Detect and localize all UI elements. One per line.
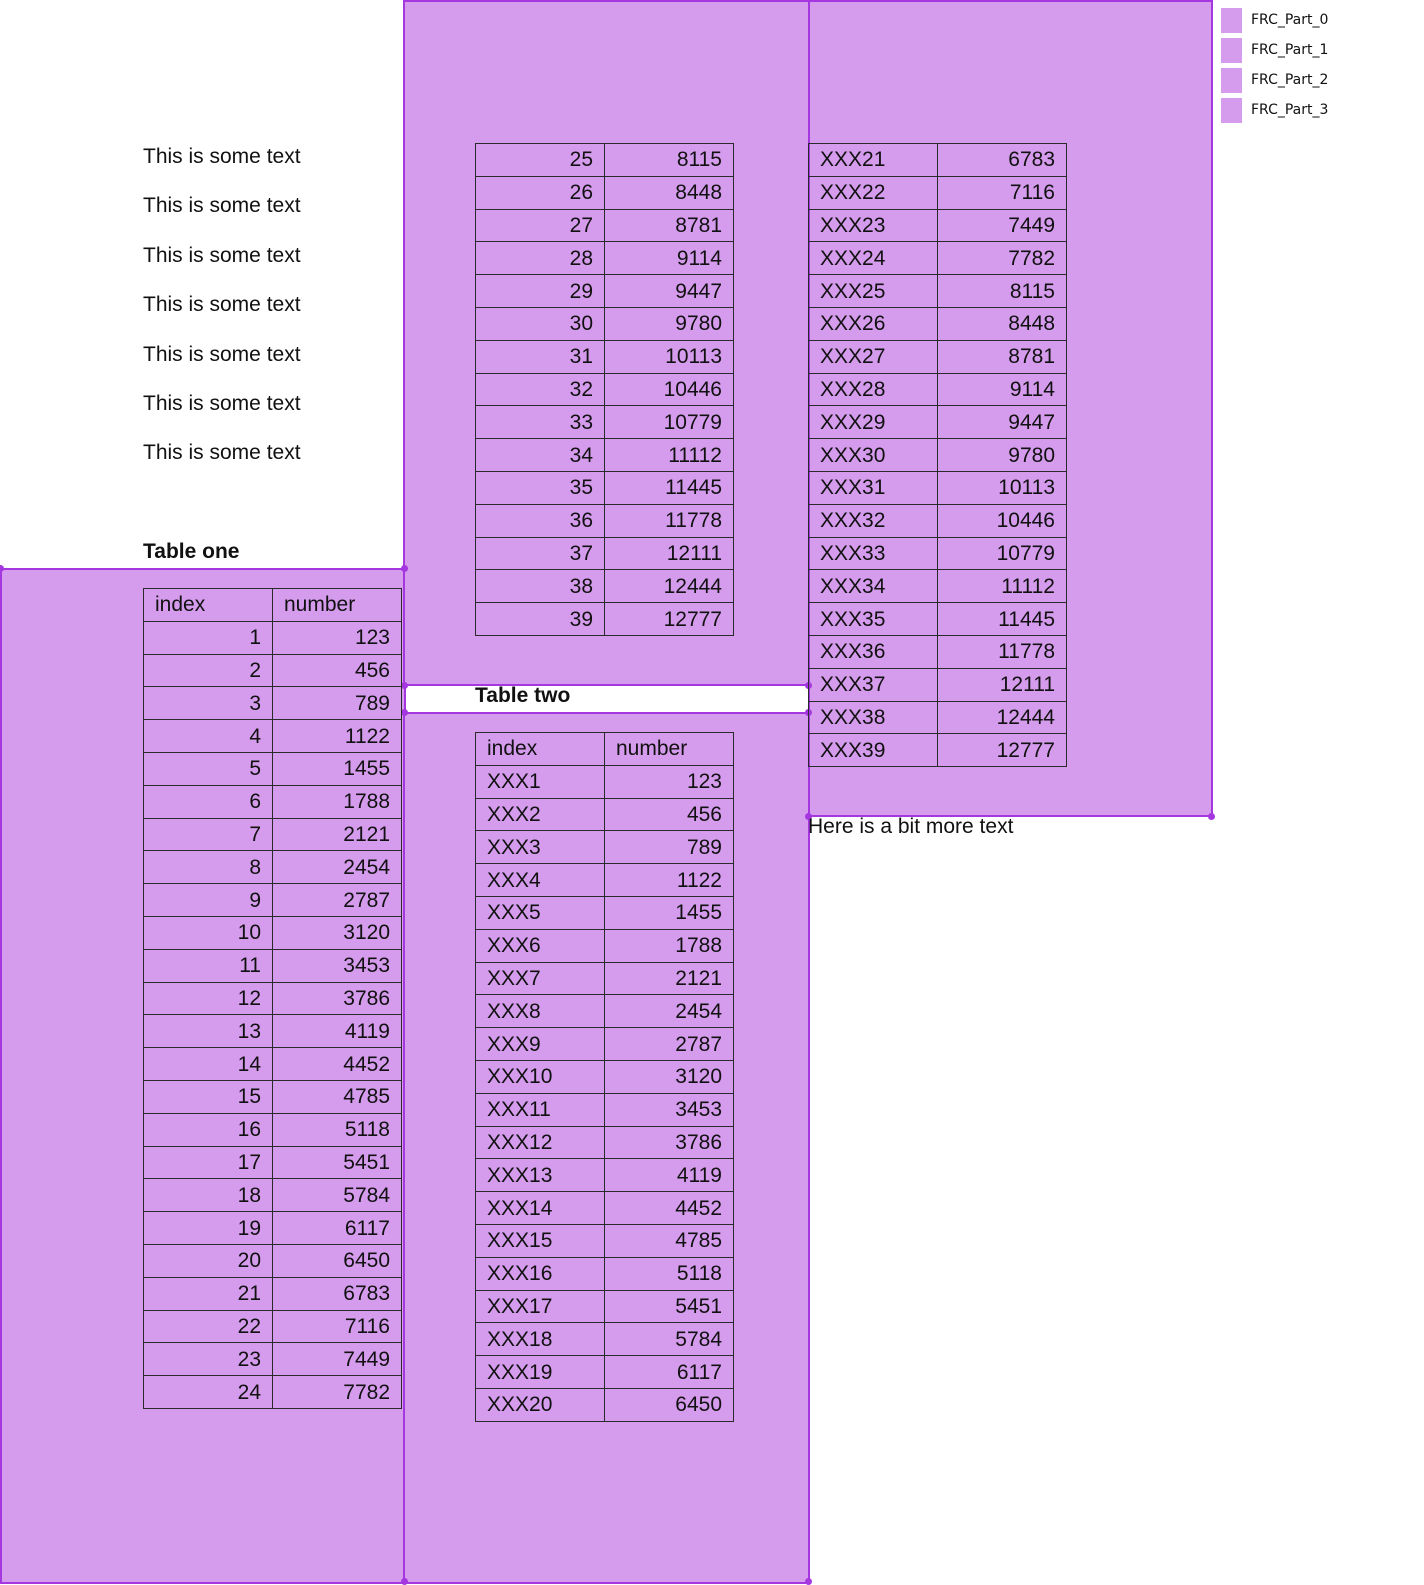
index-cell: 35 <box>476 471 605 504</box>
table-row <box>809 144 1067 177</box>
region-handle <box>401 565 408 572</box>
number-cell: 123 <box>273 621 402 654</box>
index-cell: 10 <box>144 916 273 949</box>
index-cell: XXX26 <box>809 307 938 340</box>
number-cell: 11778 <box>605 504 734 537</box>
table-row <box>809 635 1067 668</box>
number-cell: 5784 <box>273 1179 402 1212</box>
table-row <box>476 307 734 340</box>
number-cell: 11445 <box>938 603 1067 636</box>
table-row <box>144 1244 402 1277</box>
index-cell: 36 <box>476 504 605 537</box>
number-cell: 3786 <box>273 982 402 1015</box>
number-cell: 8448 <box>938 307 1067 340</box>
number-cell: 789 <box>605 831 734 864</box>
table-row <box>144 1277 402 1310</box>
table-two-continued <box>808 143 1067 767</box>
column-header: number <box>605 733 734 766</box>
table-row <box>809 701 1067 734</box>
number-cell: 1788 <box>605 929 734 962</box>
number-cell: 12444 <box>938 701 1067 734</box>
paragraph-line: This is some text <box>143 441 301 464</box>
index-cell: XXX7 <box>476 962 605 995</box>
table-row <box>476 144 734 177</box>
table-row <box>144 1146 402 1179</box>
index-cell: 11 <box>144 949 273 982</box>
number-cell: 8781 <box>605 209 734 242</box>
legend-swatch <box>1221 98 1242 123</box>
number-cell: 5118 <box>605 1257 734 1290</box>
index-cell: XXX5 <box>476 896 605 929</box>
index-cell: 27 <box>476 209 605 242</box>
table-row <box>144 1212 402 1245</box>
number-cell: 3120 <box>273 916 402 949</box>
index-cell: 32 <box>476 373 605 406</box>
index-cell: 19 <box>144 1212 273 1245</box>
number-cell: 12777 <box>605 603 734 636</box>
table-row <box>476 340 734 373</box>
table-two-title: Table two <box>475 684 571 707</box>
index-cell: XXX30 <box>809 439 938 472</box>
table-row <box>809 603 1067 636</box>
index-cell: 28 <box>476 242 605 275</box>
table-row <box>476 537 734 570</box>
index-cell: 26 <box>476 176 605 209</box>
index-cell: 31 <box>476 340 605 373</box>
table-row <box>144 1048 402 1081</box>
number-cell: 2787 <box>273 884 402 917</box>
index-cell: XXX29 <box>809 406 938 439</box>
table-row <box>476 1028 734 1061</box>
table-row <box>476 176 734 209</box>
index-cell: 12 <box>144 982 273 1015</box>
index-cell: XXX15 <box>476 1224 605 1257</box>
column-header: index <box>144 589 273 622</box>
table-row <box>476 1323 734 1356</box>
table-row <box>809 406 1067 439</box>
table-row <box>144 752 402 785</box>
paragraph-line: This is some text <box>143 194 301 217</box>
number-cell: 3786 <box>605 1126 734 1159</box>
table-row <box>809 570 1067 603</box>
table-row <box>476 603 734 636</box>
index-cell: XXX11 <box>476 1093 605 1126</box>
index-cell: 1 <box>144 621 273 654</box>
table-row <box>476 831 734 864</box>
table-row <box>476 962 734 995</box>
table-row <box>476 765 734 798</box>
index-cell: 25 <box>476 144 605 177</box>
index-cell: 18 <box>144 1179 273 1212</box>
number-cell: 789 <box>273 687 402 720</box>
number-cell: 9114 <box>938 373 1067 406</box>
index-cell: XXX14 <box>476 1192 605 1225</box>
number-cell: 9114 <box>605 242 734 275</box>
table-row <box>476 1093 734 1126</box>
legend-label: FRC_Part_2 <box>1251 72 1329 88</box>
index-cell: 22 <box>144 1310 273 1343</box>
legend <box>1221 5 1328 125</box>
table-row <box>809 504 1067 537</box>
index-cell: XXX21 <box>809 144 938 177</box>
paragraph-line: This is some text <box>143 392 301 415</box>
number-cell: 10113 <box>605 340 734 373</box>
number-cell: 8448 <box>605 176 734 209</box>
table-row <box>144 1310 402 1343</box>
index-cell: 38 <box>476 570 605 603</box>
index-cell: XXX19 <box>476 1356 605 1389</box>
column-header: number <box>273 589 402 622</box>
table-header-row <box>476 733 734 766</box>
number-cell: 7782 <box>273 1376 402 1409</box>
number-cell: 5784 <box>605 1323 734 1356</box>
number-cell: 4119 <box>273 1015 402 1048</box>
number-cell: 1788 <box>273 785 402 818</box>
table-row <box>144 1015 402 1048</box>
index-cell: XXX28 <box>809 373 938 406</box>
table-row <box>809 242 1067 275</box>
number-cell: 2787 <box>605 1028 734 1061</box>
index-cell: XXX27 <box>809 340 938 373</box>
index-cell: XXX13 <box>476 1159 605 1192</box>
column-header: index <box>476 733 605 766</box>
table-one <box>143 588 402 1409</box>
number-cell: 2121 <box>605 962 734 995</box>
index-cell: XXX1 <box>476 765 605 798</box>
table-row <box>144 884 402 917</box>
table-row <box>144 720 402 753</box>
index-cell: XXX10 <box>476 1060 605 1093</box>
index-cell: 16 <box>144 1113 273 1146</box>
table-row <box>144 851 402 884</box>
number-cell: 7116 <box>938 176 1067 209</box>
table-row <box>809 340 1067 373</box>
index-cell: 5 <box>144 752 273 785</box>
number-cell: 10113 <box>938 471 1067 504</box>
table-row <box>476 1388 734 1421</box>
table-row <box>144 1376 402 1409</box>
index-cell: XXX6 <box>476 929 605 962</box>
table-row <box>144 687 402 720</box>
number-cell: 8115 <box>605 144 734 177</box>
table-row <box>476 896 734 929</box>
index-cell: XXX17 <box>476 1290 605 1323</box>
number-cell: 7782 <box>938 242 1067 275</box>
index-cell: 30 <box>476 307 605 340</box>
table-row <box>144 982 402 1015</box>
table-row <box>144 818 402 851</box>
index-cell: 20 <box>144 1244 273 1277</box>
index-cell: 24 <box>144 1376 273 1409</box>
table-row <box>476 373 734 406</box>
index-cell: XXX4 <box>476 864 605 897</box>
legend-item <box>1221 95 1328 125</box>
number-cell: 5451 <box>273 1146 402 1179</box>
number-cell: 3453 <box>605 1093 734 1126</box>
table-row <box>476 439 734 472</box>
index-cell: XXX3 <box>476 831 605 864</box>
legend-label: FRC_Part_3 <box>1251 102 1329 118</box>
table-row <box>476 1356 734 1389</box>
legend-label: FRC_Part_0 <box>1251 12 1329 28</box>
table-row <box>476 1224 734 1257</box>
index-cell: XXX35 <box>809 603 938 636</box>
paragraph-line: This is some text <box>143 293 301 316</box>
number-cell: 3120 <box>605 1060 734 1093</box>
number-cell: 6117 <box>605 1356 734 1389</box>
table-row <box>809 734 1067 767</box>
number-cell: 8115 <box>938 275 1067 308</box>
table-row <box>144 916 402 949</box>
table-row <box>809 668 1067 701</box>
index-cell: XXX23 <box>809 209 938 242</box>
index-cell: 6 <box>144 785 273 818</box>
number-cell: 1122 <box>273 720 402 753</box>
index-cell: 13 <box>144 1015 273 1048</box>
index-cell: 33 <box>476 406 605 439</box>
table-row <box>476 864 734 897</box>
number-cell: 456 <box>605 798 734 831</box>
index-cell: XXX34 <box>809 570 938 603</box>
legend-label: FRC_Part_1 <box>1251 42 1329 58</box>
number-cell: 8781 <box>938 340 1067 373</box>
index-cell: 8 <box>144 851 273 884</box>
number-cell: 7449 <box>938 209 1067 242</box>
index-cell: XXX38 <box>809 701 938 734</box>
table-row <box>476 1126 734 1159</box>
index-cell: 23 <box>144 1343 273 1376</box>
index-cell: XXX20 <box>476 1388 605 1421</box>
index-cell: XXX22 <box>809 176 938 209</box>
number-cell: 2121 <box>273 818 402 851</box>
index-cell: XXX9 <box>476 1028 605 1061</box>
table-row <box>809 373 1067 406</box>
number-cell: 9447 <box>938 406 1067 439</box>
number-cell: 4452 <box>273 1048 402 1081</box>
table-one-continued <box>475 143 734 636</box>
number-cell: 4785 <box>273 1080 402 1113</box>
table-row <box>809 176 1067 209</box>
index-cell: 15 <box>144 1080 273 1113</box>
index-cell: XXX32 <box>809 504 938 537</box>
number-cell: 10446 <box>938 504 1067 537</box>
number-cell: 456 <box>273 654 402 687</box>
table-row <box>809 471 1067 504</box>
table-row <box>476 798 734 831</box>
legend-swatch <box>1221 68 1242 93</box>
number-cell: 123 <box>605 765 734 798</box>
number-cell: 9780 <box>605 307 734 340</box>
number-cell: 9447 <box>605 275 734 308</box>
legend-item <box>1221 5 1328 35</box>
table-row <box>144 1179 402 1212</box>
table-row <box>144 1113 402 1146</box>
table-row <box>476 1060 734 1093</box>
index-cell: XXX39 <box>809 734 938 767</box>
number-cell: 11112 <box>938 570 1067 603</box>
index-cell: 7 <box>144 818 273 851</box>
number-cell: 10779 <box>605 406 734 439</box>
table-row <box>476 504 734 537</box>
table-row <box>476 929 734 962</box>
index-cell: XXX25 <box>809 275 938 308</box>
index-cell: 29 <box>476 275 605 308</box>
number-cell: 2454 <box>273 851 402 884</box>
number-cell: 2454 <box>605 995 734 1028</box>
table-row <box>809 275 1067 308</box>
table-row <box>476 570 734 603</box>
table-row <box>476 995 734 1028</box>
index-cell: 21 <box>144 1277 273 1310</box>
table-row <box>144 1080 402 1113</box>
table-header-row <box>144 589 402 622</box>
region-handle <box>1208 813 1215 820</box>
index-cell: 2 <box>144 654 273 687</box>
number-cell: 7449 <box>273 1343 402 1376</box>
table-row <box>476 1257 734 1290</box>
table-row <box>476 471 734 504</box>
index-cell: 3 <box>144 687 273 720</box>
index-cell: XXX2 <box>476 798 605 831</box>
index-cell: XXX33 <box>809 537 938 570</box>
table-row <box>476 1192 734 1225</box>
number-cell: 10779 <box>938 537 1067 570</box>
number-cell: 1455 <box>605 896 734 929</box>
region-handle <box>401 709 408 716</box>
index-cell: XXX31 <box>809 471 938 504</box>
paragraph-line: This is some text <box>143 145 301 168</box>
number-cell: 1455 <box>273 752 402 785</box>
table-row <box>476 209 734 242</box>
legend-item <box>1221 65 1328 95</box>
table-row <box>809 209 1067 242</box>
number-cell: 1122 <box>605 864 734 897</box>
index-cell: XXX37 <box>809 668 938 701</box>
number-cell: 11778 <box>938 635 1067 668</box>
index-cell: 34 <box>476 439 605 472</box>
index-cell: XXX16 <box>476 1257 605 1290</box>
number-cell: 5118 <box>273 1113 402 1146</box>
table-one-title: Table one <box>143 540 240 563</box>
number-cell: 6450 <box>605 1388 734 1421</box>
number-cell: 10446 <box>605 373 734 406</box>
table-row <box>809 307 1067 340</box>
number-cell: 12111 <box>605 537 734 570</box>
number-cell: 4119 <box>605 1159 734 1192</box>
number-cell: 6117 <box>273 1212 402 1245</box>
number-cell: 4452 <box>605 1192 734 1225</box>
table-row <box>476 275 734 308</box>
number-cell: 12444 <box>605 570 734 603</box>
legend-swatch <box>1221 38 1242 63</box>
number-cell: 12111 <box>938 668 1067 701</box>
number-cell: 11445 <box>605 471 734 504</box>
number-cell: 11112 <box>605 439 734 472</box>
table-row <box>809 439 1067 472</box>
paragraph-line: This is some text <box>143 244 301 267</box>
index-cell: 9 <box>144 884 273 917</box>
number-cell: 4785 <box>605 1224 734 1257</box>
table-row <box>144 949 402 982</box>
table-row <box>144 621 402 654</box>
number-cell: 6783 <box>938 144 1067 177</box>
table-row <box>144 654 402 687</box>
index-cell: 37 <box>476 537 605 570</box>
number-cell: 6783 <box>273 1277 402 1310</box>
index-cell: 4 <box>144 720 273 753</box>
index-cell: XXX8 <box>476 995 605 1028</box>
index-cell: XXX12 <box>476 1126 605 1159</box>
table-row <box>476 242 734 275</box>
table-row <box>144 1343 402 1376</box>
table-row <box>476 406 734 439</box>
table-row <box>476 1159 734 1192</box>
index-cell: XXX24 <box>809 242 938 275</box>
paragraph-line: This is some text <box>143 343 301 366</box>
number-cell: 12777 <box>938 734 1067 767</box>
number-cell: 3453 <box>273 949 402 982</box>
table-row <box>144 785 402 818</box>
region-handle <box>401 682 408 689</box>
legend-item <box>1221 35 1328 65</box>
table-two <box>475 732 734 1422</box>
number-cell: 6450 <box>273 1244 402 1277</box>
number-cell: 7116 <box>273 1310 402 1343</box>
index-cell: XXX36 <box>809 635 938 668</box>
footer-text: Here is a bit more text <box>808 815 1014 838</box>
index-cell: XXX18 <box>476 1323 605 1356</box>
table-row <box>809 537 1067 570</box>
number-cell: 5451 <box>605 1290 734 1323</box>
index-cell: 17 <box>144 1146 273 1179</box>
number-cell: 9780 <box>938 439 1067 472</box>
index-cell: 39 <box>476 603 605 636</box>
legend-swatch <box>1221 8 1242 33</box>
index-cell: 14 <box>144 1048 273 1081</box>
table-row <box>476 1290 734 1323</box>
